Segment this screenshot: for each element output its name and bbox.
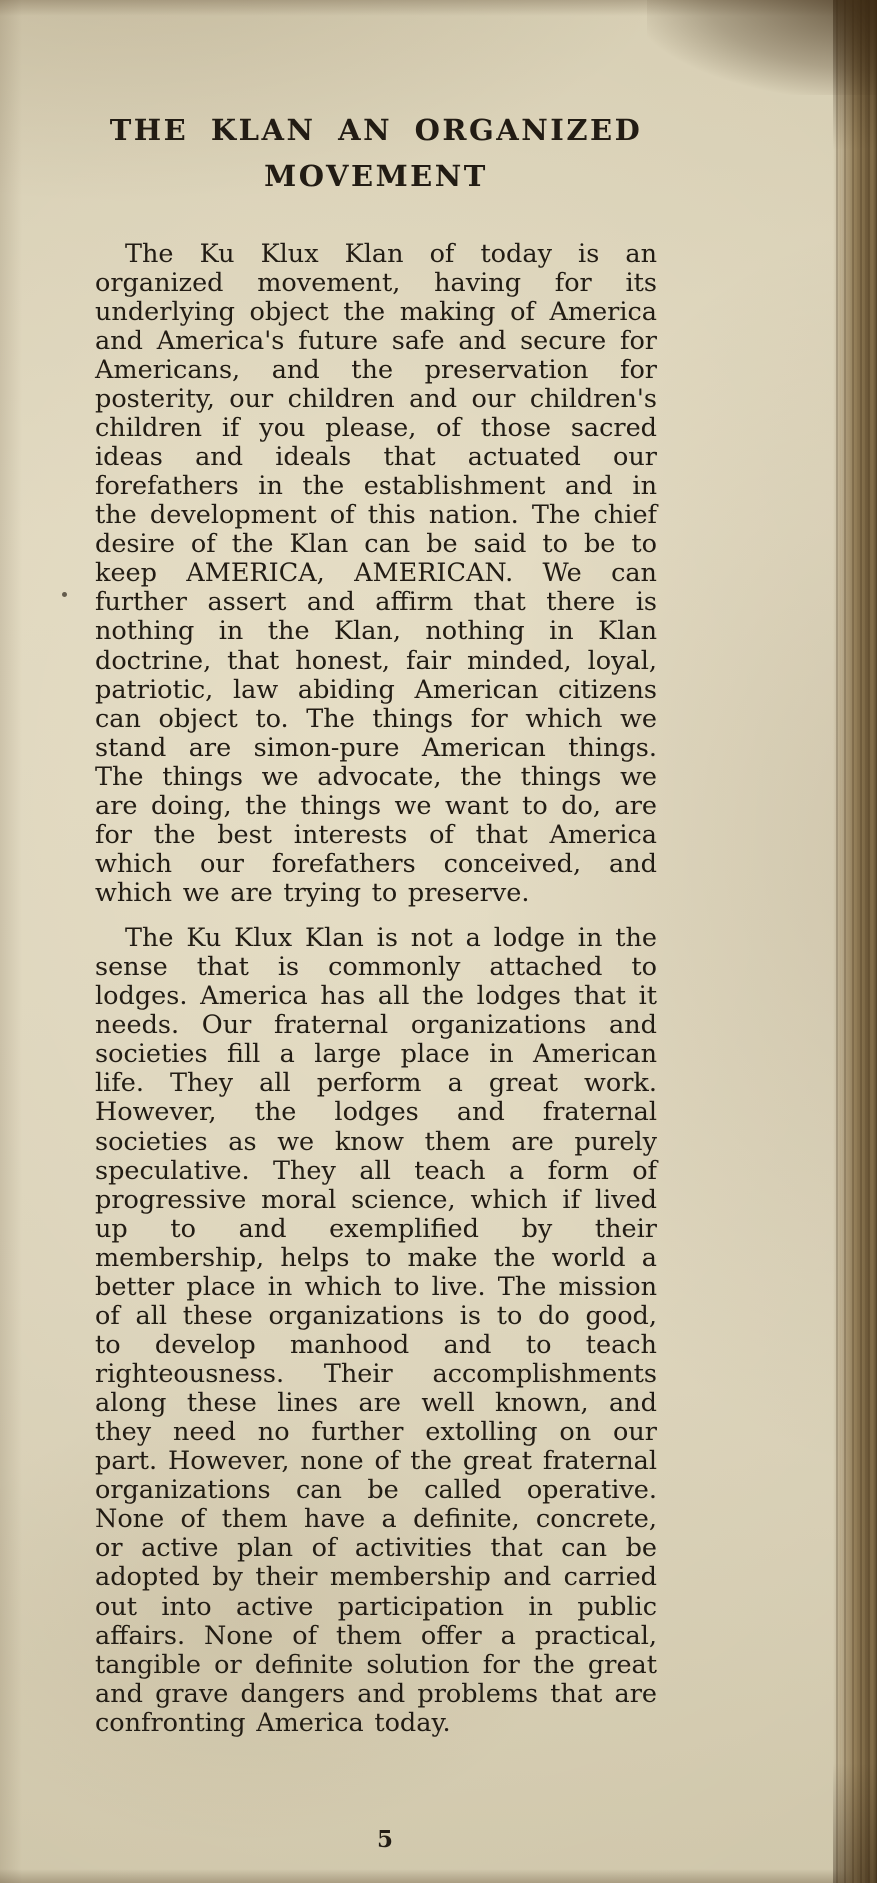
page-edge	[833, 0, 877, 1883]
page-title-line-1: THE KLAN AN ORGANIZED	[109, 113, 643, 147]
paragraph-1: The Ku Klux Klan of today is an organized movement, having for its underlying object the making of America and America's future safe and secure for Americans, and the preservation for posterity, our children and our children's children if you please, of those sacred ideas and ideals that actuated our forefathers in the establishment and in the development of this nation. The chief desire of the Klan can be said to be to keep AMERICA, AMERICAN. We can further assert and affirm that there is nothing in the Klan, nothing in Klan doctrine, that honest, fair minded, loyal, patriotic, law abiding American citizens can object to. The things for which we stand are simon-pure American things. The things we advocate, the things we are doing, the things we want to do, are for the best interests of that America which our forefathers conceived, and which we are trying to preserve.	[95, 238, 657, 908]
page-title-line-2: MOVEMENT	[264, 158, 488, 193]
paragraph-2: The Ku Klux Klan is not a lodge in the sense that is commonly attached to lodges. America has all the lodges that it needs. Our fraternal organizations and societies fill a large place in American life. They all perform a great work. However, the lodges and fraternal societies as we know them are purely speculative. They all teach a form of progressive moral science, which if lived up to and exemplified by their membership, helps to make the world a better place in which to live. The mission of all these organizations is to do good, to develop manhood and to teach righteousness. Their accomplishments along these lines are well known, and they need no further extolling on our part. However, none of the great fraternal organizations can be called operative. None of them have a definite, concrete, or active plan of activities that can be adopted by their membership and carried out into active participation in public affairs. None of them offer a practical, tangible or definite solution for the great and grave dangers and problems that are confronting America today.	[95, 923, 657, 1738]
ink-speck	[62, 592, 67, 597]
page-number: 5	[376, 1826, 393, 1853]
corner-shadow	[647, 0, 877, 95]
page-content	[95, 108, 657, 1738]
page-title	[95, 108, 657, 200]
